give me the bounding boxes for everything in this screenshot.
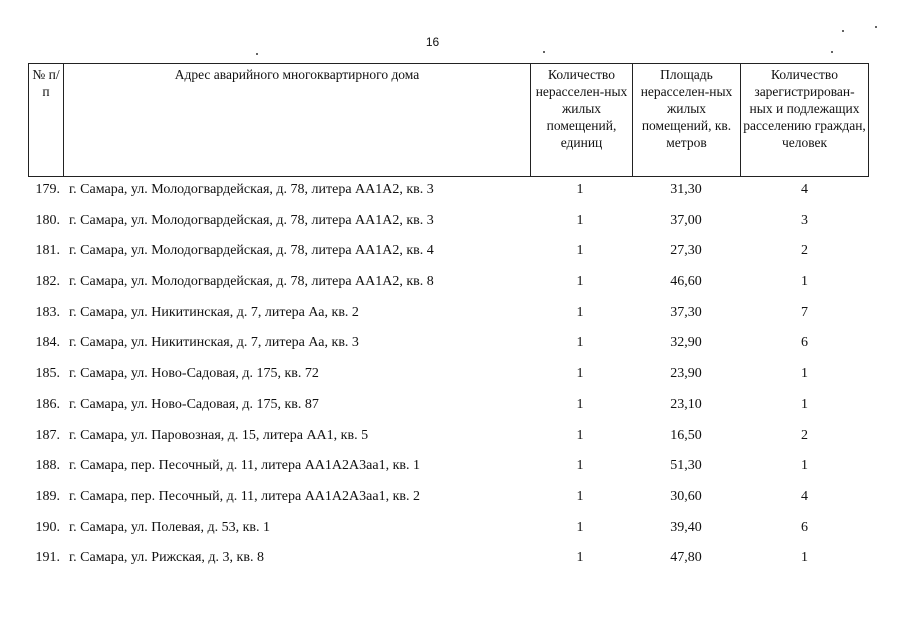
row-address: г. Самара, пер. Песочный, д. 11, литера АА1А2А3аа1, кв. 2 xyxy=(69,488,420,504)
row-number: 179. xyxy=(35,182,60,197)
table-row xyxy=(28,303,868,334)
row-people: 7 xyxy=(801,304,808,320)
header-address: Адрес аварийного многоквартирного дома xyxy=(64,64,531,177)
table-row xyxy=(28,548,868,579)
row-number: 183. xyxy=(35,304,60,320)
table-row xyxy=(28,333,868,364)
row-area: 37,30 xyxy=(670,304,702,320)
row-number: 188. xyxy=(35,458,60,474)
row-number: 181. xyxy=(35,243,60,259)
table-row xyxy=(28,241,868,272)
table-body xyxy=(28,180,868,579)
table-row xyxy=(28,211,868,242)
row-area: 16,50 xyxy=(670,427,702,443)
row-area: 47,80 xyxy=(670,550,702,566)
row-address: г. Самара, ул. Никитинская, д. 7, литера Аа, кв. 3 xyxy=(69,335,359,351)
row-units: 1 xyxy=(576,335,584,351)
row-address: г. Самара, ул. Полевая, д. 53, кв. 1 xyxy=(69,519,271,535)
row-people: 4 xyxy=(801,488,808,504)
row-area: 39,40 xyxy=(670,519,702,535)
table-row xyxy=(28,487,868,518)
row-people: 2 xyxy=(801,427,808,443)
scan-speck xyxy=(543,51,545,53)
table-row xyxy=(28,426,868,457)
row-area: 32,90 xyxy=(670,335,702,351)
row-address: г. Самара, ул. Ново-Садовая, д. 175, кв. 87 xyxy=(69,396,319,412)
row-people: 1 xyxy=(801,274,808,290)
header-units: Количество нерасселен-ных жилых помещений, единиц xyxy=(531,64,633,177)
row-number: 184. xyxy=(35,335,60,351)
row-area: 23,10 xyxy=(670,396,702,412)
row-people: 6 xyxy=(801,335,808,351)
row-area: 30,60 xyxy=(670,488,702,504)
scan-speck xyxy=(875,26,877,28)
scan-speck xyxy=(831,51,833,53)
row-units: 1 xyxy=(576,304,584,320)
row-address: г. Самара, ул. Молодогвардейская, д. 78, литера АА1А2, кв. 4 xyxy=(69,243,434,259)
row-area: 23,90 xyxy=(670,366,702,382)
row-address: г. Самара, ул. Рижская, д. 3, кв. 8 xyxy=(69,550,264,566)
row-number: 190. xyxy=(35,519,60,535)
row-area: 27,30 xyxy=(670,243,702,259)
row-units: 1 xyxy=(576,519,584,535)
header-area: Площадь нерасселен-ных жилых помещений, кв. метров xyxy=(633,64,741,177)
row-people: 1 xyxy=(801,366,808,382)
header-people: Количество зарегистрирован-ных и подлежащих расселению граждан, человек xyxy=(741,64,869,177)
row-number: 189. xyxy=(35,488,60,504)
row-people: 4 xyxy=(801,182,808,197)
row-people: 1 xyxy=(801,458,808,474)
row-area: 51,30 xyxy=(670,458,702,474)
row-address: г. Самара, ул. Никитинская, д. 7, литера Аа, кв. 2 xyxy=(69,304,359,320)
row-area: 31,30 xyxy=(670,182,702,197)
row-address: г. Самара, ул. Молодогвардейская, д. 78, литера АА1А2, кв. 8 xyxy=(69,274,434,290)
row-address: г. Самара, ул. Молодогвардейская, д. 78, литера АА1А2, кв. 3 xyxy=(69,212,434,228)
row-units: 1 xyxy=(576,396,584,412)
row-units: 1 xyxy=(576,212,584,228)
page-number: 16 xyxy=(425,35,440,49)
row-number: 187. xyxy=(35,427,60,443)
row-address: г. Самара, ул. Ново-Садовая, д. 175, кв. 72 xyxy=(69,366,319,382)
table-row xyxy=(28,180,868,211)
table-header xyxy=(28,63,869,177)
row-people: 1 xyxy=(801,396,808,412)
row-units: 1 xyxy=(576,366,584,382)
table-row xyxy=(28,456,868,487)
row-address: г. Самара, пер. Песочный, д. 11, литера АА1А2А3аа1, кв. 1 xyxy=(69,458,420,474)
row-people: 1 xyxy=(801,550,808,566)
row-people: 3 xyxy=(801,212,808,228)
row-number: 182. xyxy=(35,274,60,290)
table-row xyxy=(28,518,868,549)
row-address: г. Самара, ул. Паровозная, д. 15, литера АА1, кв. 5 xyxy=(69,427,369,443)
row-people: 6 xyxy=(801,519,808,535)
row-number: 180. xyxy=(35,212,60,228)
row-units: 1 xyxy=(576,182,584,197)
row-number: 191. xyxy=(35,550,60,566)
row-number: 185. xyxy=(35,366,60,382)
table-row xyxy=(28,272,868,303)
row-units: 1 xyxy=(576,427,584,443)
scan-speck xyxy=(842,30,844,32)
table-row xyxy=(28,364,868,395)
row-area: 46,60 xyxy=(670,274,702,290)
row-units: 1 xyxy=(576,458,584,474)
row-area: 37,00 xyxy=(670,212,702,228)
scan-speck xyxy=(256,53,258,55)
row-units: 1 xyxy=(576,274,584,290)
row-address: г. Самара, ул. Молодогвардейская, д. 78, литера АА1А2, кв. 3 xyxy=(69,182,434,197)
row-units: 1 xyxy=(576,243,584,259)
row-units: 1 xyxy=(576,550,584,566)
table-row xyxy=(28,395,868,426)
row-number: 186. xyxy=(35,396,60,412)
row-units: 1 xyxy=(576,488,584,504)
row-people: 2 xyxy=(801,243,808,259)
header-num: № п/п xyxy=(29,64,64,177)
